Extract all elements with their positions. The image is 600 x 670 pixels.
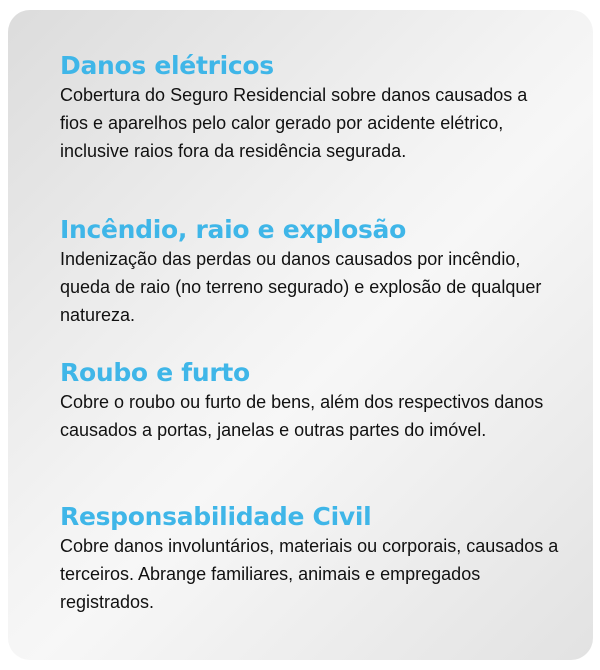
- section-title: Danos elétricos: [60, 51, 274, 80]
- section-description: Cobre danos involuntários, materiais ou corporais, causados a terceiros. Abrange familiares, animais e empregados registrados.: [60, 536, 559, 612]
- section-title: Incêndio, raio e explosão: [60, 215, 406, 244]
- coverage-card: [8, 10, 593, 660]
- section-description: Cobertura do Seguro Residencial sobre danos causados a fios e aparelhos pelo calor gerado por acidente elétrico, inclusive raios fora da residência segurada.: [60, 85, 528, 161]
- coverage-section-responsabilidade-civil: [60, 502, 560, 616]
- coverage-section-incendio: [60, 215, 560, 329]
- section-description: Cobre o roubo ou furto de bens, além dos respectivos danos causados a portas, janelas e outras partes do imóvel.: [60, 392, 544, 440]
- coverage-section-roubo-furto: [60, 358, 560, 444]
- coverage-section-danos-eletricos: [60, 51, 560, 165]
- section-title: Responsabilidade Civil: [60, 502, 372, 531]
- section-title: Roubo e furto: [60, 358, 250, 387]
- section-description: Indenização das perdas ou danos causados por incêndio, queda de raio (no terreno segurado) e explosão de qualquer natureza.: [60, 249, 542, 325]
